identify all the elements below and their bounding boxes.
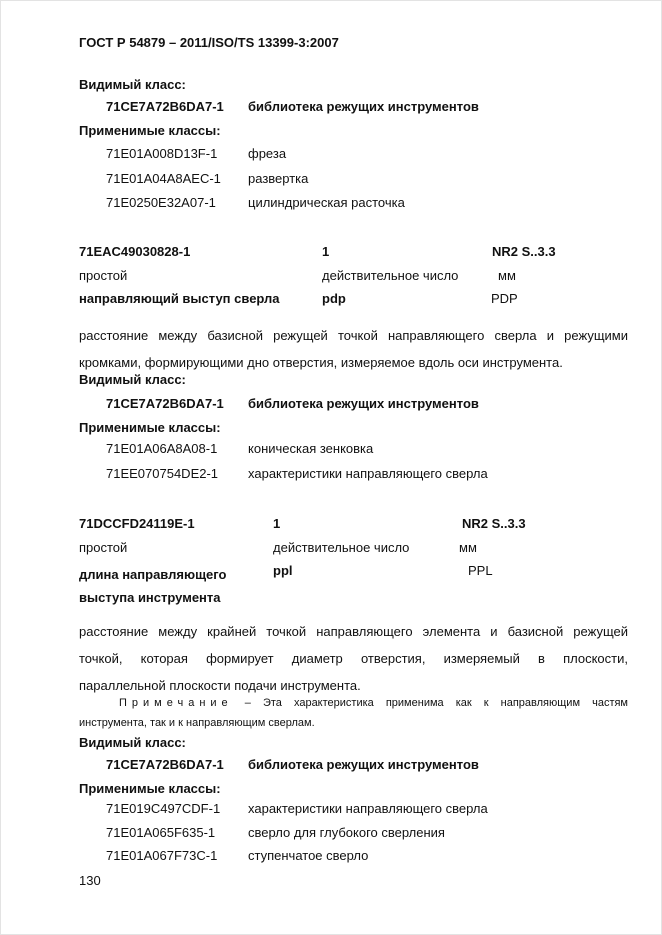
class-code: 71CE7A72B6DA7-1 bbox=[106, 396, 224, 411]
property-code: 71DCCFD24119E-1 bbox=[79, 516, 195, 531]
note-text: – Эта характеристика применима как к направляющим частям bbox=[244, 697, 628, 709]
property-name: направляющий выступ сверла bbox=[79, 291, 280, 306]
visible-class-label: Видимый класс: bbox=[79, 735, 186, 750]
property-definition bbox=[79, 618, 628, 699]
class-code: 71E01A067F73C-1 bbox=[106, 848, 218, 863]
class-name: коническая зенковка bbox=[248, 441, 374, 456]
property-datatype: действительное число bbox=[273, 540, 410, 555]
definition-line: расстояние между крайней точкой направляющего элемента и базисной режущей bbox=[79, 624, 628, 639]
class-code: 71E01A008D13F-1 bbox=[106, 146, 218, 161]
class-name: цилиндрическая расточка bbox=[248, 195, 405, 210]
property-kind: простой bbox=[79, 268, 128, 283]
note-line bbox=[79, 693, 628, 713]
applicable-classes-label: Применимые классы: bbox=[79, 781, 221, 796]
class-code: 71EE070754DE2-1 bbox=[106, 466, 219, 481]
property-unit: мм bbox=[498, 268, 516, 283]
note-label: Примечание bbox=[119, 697, 233, 709]
visible-class-label: Видимый класс: bbox=[79, 372, 186, 387]
class-code: 71E01A06A8A08-1 bbox=[106, 441, 218, 456]
class-code: 71CE7A72B6DA7-1 bbox=[106, 99, 224, 114]
class-name: сверло для глубокого сверления bbox=[248, 825, 445, 840]
property-short-name: ppl bbox=[273, 563, 293, 578]
page-number: 130 bbox=[79, 873, 101, 888]
property-name: длина направляющего выступа инструмента bbox=[79, 567, 227, 605]
class-name: библиотека режущих инструментов bbox=[248, 757, 479, 772]
property-datatype: действительное число bbox=[322, 268, 459, 283]
note bbox=[79, 693, 628, 733]
property-cardinality: 1 bbox=[273, 516, 281, 531]
note-line: инструмента, так и к направляющим сверлам. bbox=[79, 717, 315, 729]
property-cardinality: 1 bbox=[322, 244, 330, 259]
applicable-classes-label: Применимые классы: bbox=[79, 123, 221, 138]
class-name: библиотека режущих инструментов bbox=[248, 396, 479, 411]
class-name: ступенчатое сверло bbox=[248, 848, 369, 863]
property-format: NR2 S..3.3 bbox=[462, 516, 526, 531]
definition-line: параллельной плоскости подачи инструмента. bbox=[79, 678, 361, 693]
property-code: 71EAC49030828-1 bbox=[79, 244, 191, 259]
property-definition bbox=[79, 322, 628, 376]
definition-line: расстояние между базисной режущей точкой направляющего сверла и режущими bbox=[79, 328, 628, 343]
class-name: фреза bbox=[248, 146, 287, 161]
class-name: характеристики направляющего сверла bbox=[248, 801, 488, 816]
class-code: 71E01A04A8AEC-1 bbox=[106, 171, 221, 186]
definition-line: кромками, формирующими дно отверстия, измеряемое вдоль оси инструмента. bbox=[79, 355, 563, 370]
class-code: 71E0250E32A07-1 bbox=[106, 195, 216, 210]
class-name: характеристики направляющего сверла bbox=[248, 466, 488, 481]
property-short-name: pdp bbox=[322, 291, 346, 306]
class-name: развертка bbox=[248, 171, 309, 186]
applicable-classes-label: Применимые классы: bbox=[79, 420, 221, 435]
property-symbol: PPL bbox=[468, 563, 493, 578]
header-title: ГОСТ Р 54879 – 2011/ISO/TS 13399-3:2007 bbox=[79, 35, 339, 50]
property-kind: простой bbox=[79, 540, 128, 555]
property-unit: мм bbox=[459, 540, 477, 555]
visible-class-label: Видимый класс: bbox=[79, 77, 186, 92]
class-code: 71E01A065F635-1 bbox=[106, 825, 216, 840]
property-symbol: PDP bbox=[491, 291, 518, 306]
class-name: библиотека режущих инструментов bbox=[248, 99, 479, 114]
property-format: NR2 S..3.3 bbox=[492, 244, 556, 259]
definition-line: точкой, которая формирует диаметр отверстия, измеряемый в плоскости, bbox=[79, 651, 628, 666]
class-code: 71CE7A72B6DA7-1 bbox=[106, 757, 224, 772]
class-code: 71E019C497CDF-1 bbox=[106, 801, 221, 816]
